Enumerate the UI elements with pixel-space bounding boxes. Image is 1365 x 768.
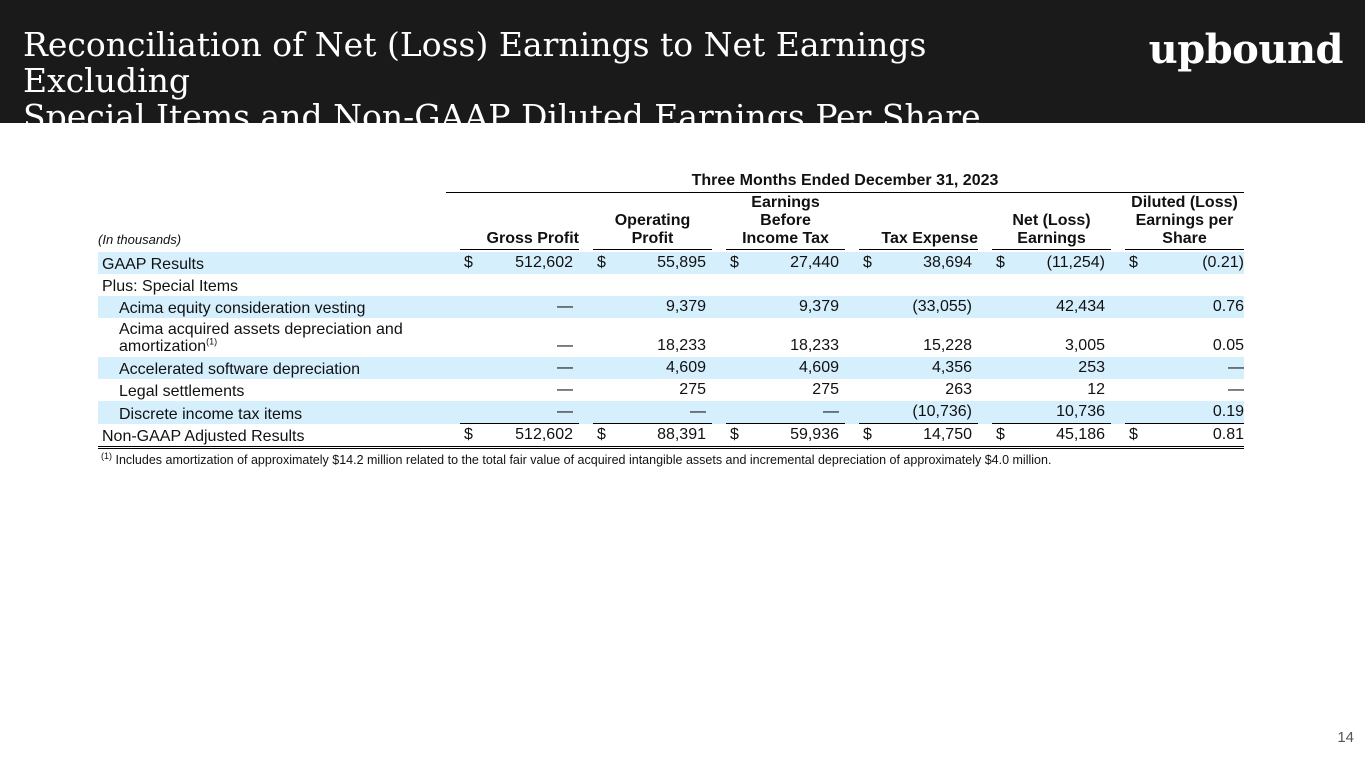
value-cell: 14,750 — [923, 426, 972, 443]
value-cell: 3,005 — [1064, 337, 1105, 354]
footnote — [101, 452, 1241, 468]
upbound-logo: upbound — [1148, 26, 1343, 73]
period-label: Three Months Ended December 31, 2023 — [446, 172, 1244, 193]
row-label: Acima equity consideration vesting — [98, 296, 446, 318]
value-cell: 59,936 — [790, 426, 839, 443]
value-cell: 253 — [1078, 359, 1105, 376]
currency-symbol: $ — [863, 426, 872, 443]
table-row-special-items — [98, 274, 1244, 296]
value-cell: (11,254) — [1046, 254, 1105, 271]
table-row-gaap-results — [98, 252, 1244, 274]
header-bar — [0, 0, 1365, 136]
value-cell: — — [1228, 359, 1244, 376]
row-label: Non-GAAP Adjusted Results — [98, 424, 446, 449]
col-tax-expense: Tax Expense — [859, 230, 978, 250]
value-cell: 42,434 — [1056, 298, 1105, 315]
value-cell: 0.76 — [1212, 298, 1244, 315]
value-cell: 18,233 — [657, 337, 706, 354]
table-row-accelerated-software — [98, 357, 1244, 379]
currency-symbol: $ — [996, 426, 1005, 443]
row-label: Accelerated software depreciation — [98, 357, 446, 379]
value-cell: 4,356 — [931, 359, 972, 376]
currency-symbol: $ — [996, 254, 1005, 271]
value-cell: — — [557, 359, 573, 376]
value-cell: 0.81 — [1212, 426, 1244, 443]
table-row-acima-equity — [98, 296, 1244, 318]
value-cell: 12 — [1087, 381, 1105, 398]
col-earnings-before-tax: Earnings Before Income Tax — [726, 194, 845, 250]
value-cell: 0.19 — [1212, 403, 1244, 420]
value-cell: (33,055) — [912, 298, 972, 315]
page-number: 14 — [1337, 729, 1354, 746]
value-cell: 9,379 — [798, 298, 839, 315]
footnote-marker: (1) — [101, 450, 112, 461]
value-cell: — — [557, 298, 573, 315]
table-row-legal-settlements — [98, 379, 1244, 401]
value-cell: 38,694 — [923, 254, 972, 271]
currency-symbol: $ — [464, 426, 473, 443]
value-cell: 88,391 — [657, 426, 706, 443]
value-cell: 4,609 — [798, 359, 839, 376]
value-cell: 27,440 — [790, 254, 839, 271]
period-header-row — [98, 171, 1244, 193]
value-cell: 10,736 — [1056, 403, 1105, 420]
value-cell: 9,379 — [665, 298, 706, 315]
value-cell: — — [823, 403, 839, 420]
value-cell: 263 — [945, 381, 972, 398]
page-title: Reconciliation of Net (Loss) Earnings to Net Earnings Excluding Special Items and Non-GAAP Diluted Earnings Per Share — [23, 25, 981, 136]
row-label: Discrete income tax items — [98, 401, 446, 424]
row-label-line2: amortization — [119, 338, 207, 355]
value-cell: — — [557, 381, 573, 398]
row-label — [98, 318, 446, 357]
row-label: GAAP Results — [98, 252, 446, 274]
reconciliation-table — [98, 171, 1244, 449]
col-diluted-eps: Diluted (Loss) Earnings per Share — [1125, 194, 1244, 250]
col-gross-profit: Gross Profit — [460, 230, 579, 250]
value-cell: (10,736) — [912, 403, 972, 420]
col-net-earnings: Net (Loss) Earnings — [992, 212, 1111, 250]
value-cell: — — [557, 403, 573, 420]
table-row-discrete-tax — [98, 401, 1244, 424]
units-label: (In thousands) — [98, 232, 182, 247]
currency-symbol: $ — [1129, 254, 1138, 271]
currency-symbol: $ — [863, 254, 872, 271]
value-cell: 512,602 — [515, 426, 573, 443]
value-cell: 275 — [679, 381, 706, 398]
value-cell: (0.21) — [1202, 254, 1244, 271]
value-cell: — — [1228, 381, 1244, 398]
currency-symbol: $ — [1129, 426, 1138, 443]
column-header-row — [98, 193, 1244, 252]
row-label-line1: Acima acquired assets depreciation and — [119, 321, 403, 338]
value-cell: 45,186 — [1056, 426, 1105, 443]
row-label: Legal settlements — [119, 383, 245, 400]
currency-symbol: $ — [597, 254, 606, 271]
table-row-non-gaap-results — [98, 424, 1244, 449]
value-cell: 0.05 — [1212, 337, 1244, 354]
value-cell: 4,609 — [665, 359, 706, 376]
col-operating-profit: Operating Profit — [593, 212, 712, 250]
value-cell: 275 — [812, 381, 839, 398]
value-cell: 55,895 — [657, 254, 706, 271]
value-cell: 18,233 — [790, 337, 839, 354]
currency-symbol: $ — [464, 254, 473, 271]
footnote-marker: (1) — [206, 336, 218, 347]
footnote-text: Includes amortization of approximately $14.2 million related to the total fair value of acquired intangible assets and incremental depreciation of approximately $4.0 million. — [115, 453, 1052, 467]
value-cell: — — [557, 337, 573, 354]
currency-symbol: $ — [597, 426, 606, 443]
currency-symbol: $ — [730, 426, 739, 443]
value-cell: — — [690, 403, 706, 420]
value-cell: 512,602 — [515, 254, 573, 271]
currency-symbol: $ — [730, 254, 739, 271]
value-cell: 15,228 — [923, 337, 972, 354]
row-label: Plus: Special Items — [102, 278, 239, 295]
table-row-acima-assets — [98, 318, 1244, 357]
